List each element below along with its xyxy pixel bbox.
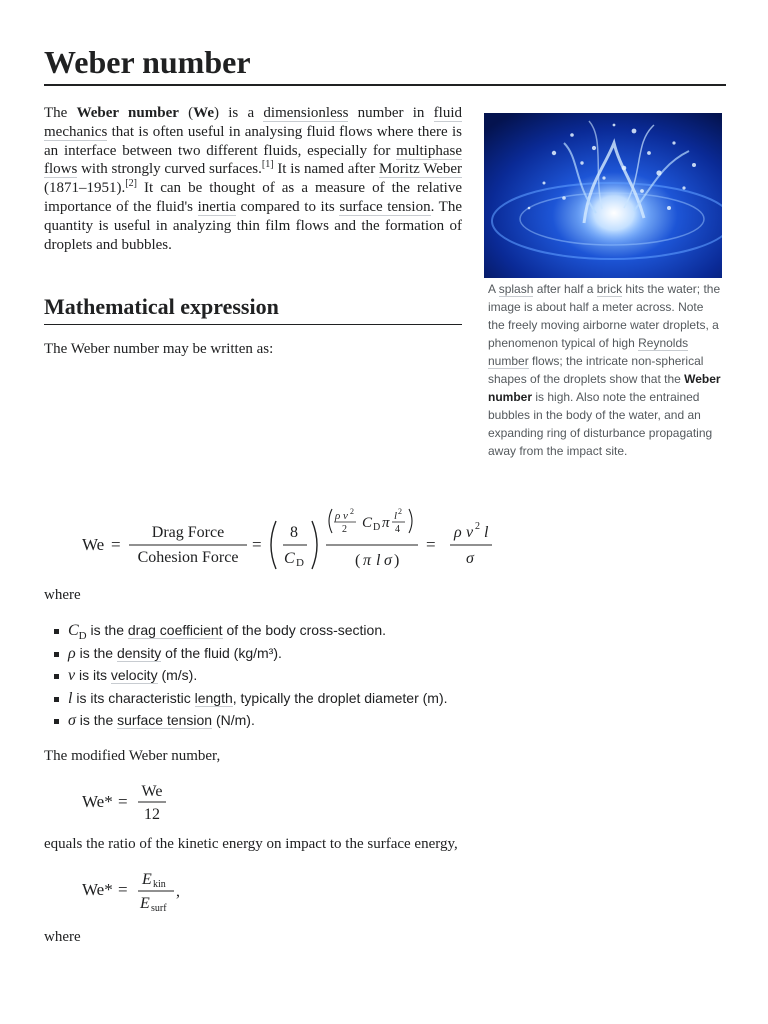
formula-eq-3: = [426, 535, 436, 554]
variable-list [44, 619, 448, 732]
formula-sigma-1: σ [384, 552, 392, 569]
formula-modified-weber-graphic [80, 778, 200, 826]
formula-mod-lhs: We* [82, 792, 113, 811]
formula-pi-2: π [363, 552, 372, 569]
link-surface-tension[interactable]: surface tension [339, 198, 431, 215]
link-inertia[interactable]: inertia [197, 198, 236, 215]
splash-image[interactable] [484, 113, 722, 278]
paragraph-modified-weber: The modified Weber number, [44, 748, 221, 764]
formula-l-exp: 2 [398, 507, 402, 516]
symbol-rho: ρ [68, 644, 76, 662]
list-item-length: l is its characteristic length, typically the droplet diameter (m). [44, 687, 448, 710]
formula-v-2: v [466, 524, 474, 541]
formula-energy-lhs: We* [82, 880, 113, 899]
link-moritz-weber[interactable]: Moritz Weber [378, 161, 463, 178]
formula-mod-num: We [141, 783, 163, 800]
list-item-density: ρ is the density of the fluid (kg/m³). [44, 642, 448, 665]
page-title: Weber number [44, 40, 726, 86]
link-fluid-mechanics[interactable]: fluid mechanics [44, 105, 462, 140]
term-we: We [193, 105, 214, 121]
term-weber-number: Weber number [76, 105, 179, 121]
formula-energy-num-sub: kin [153, 879, 166, 890]
link-reynolds-number[interactable]: Reynolds number [488, 336, 689, 368]
reference-1[interactable]: [1] [261, 159, 274, 171]
formula-rho-2: ρ [454, 524, 462, 541]
symbol-cd: $C_D$ [68, 622, 87, 643]
list-item-velocity: v is its velocity (m/s). [44, 664, 448, 687]
intro-paragraph: The Weber number (We) is a dimensionless number in fluid mechanics that is often useful in analysing fluid flows where there is an interface between two different fluids, especially for multiphase flows with strongly curved surfaces.[1] It is named after Moritz Weber (1871–1951).[2] It can be thought of as a measure of the relative importance of the fluid's inertia compared to its surface tension. The quantity is useful in analyzing thin film flows and the formation of droplets and bubbles. [44, 105, 463, 253]
link-drag-coefficient[interactable]: drag coefficient [127, 622, 223, 638]
formula-energy-den: E [140, 895, 150, 912]
formula-energy-ratio [80, 866, 210, 916]
symbol-v: v [68, 667, 76, 684]
formula-v-1: v [343, 510, 348, 522]
formula-rho-1: ρ [335, 510, 341, 522]
formula-cd: C [284, 550, 295, 567]
formula-eq-1: = [111, 535, 121, 554]
link-dimensionless[interactable]: dimensionless [263, 105, 349, 121]
reference-2[interactable]: [2] [125, 178, 137, 190]
paragraph-may-be-written: The Weber number may be written as: [44, 341, 274, 357]
link-brick[interactable]: brick [596, 282, 623, 296]
list-item-surface-tension: σ is the surface tension (N/m). [44, 709, 448, 732]
link-splash[interactable]: splash [498, 282, 534, 296]
formula-four: 4 [395, 524, 400, 535]
paragraph-equals-ratio: equals the ratio of the kinetic energy on impact to the surface energy, [44, 836, 458, 852]
formula-energy-num: E [142, 871, 152, 888]
figure-splash [484, 113, 722, 460]
formula-v-exp-2: 2 [475, 521, 480, 532]
formula-cd-2: C [362, 515, 373, 531]
figure-caption: A splash after half a brick hits the water; the image is about half a meter across. Note the freely moving airborne water droplets, a phenomenon typical of high Reynolds number flows; the intricate non-spherical shapes of the droplets show that the Weber number is high. Also note the entrained bubbles in the body of the water, and an expanding ring of disturbance propagating away from the impact site. [488, 282, 721, 458]
formula-energy-eq: = [118, 880, 128, 899]
formula-two-1: 2 [342, 524, 347, 535]
formula-pi-1: π [382, 515, 390, 531]
caption-bold-weber-number: Weber number [488, 372, 721, 404]
formula-v-exp-1: 2 [350, 507, 354, 516]
formula-eq-2: = [252, 535, 262, 554]
link-surface-tension-2[interactable]: surface tension [117, 712, 213, 728]
list-item-drag-coefficient: $C_D$ is the drag coefficient of the body cross-section. [44, 619, 448, 642]
formula-drag-force: Drag Force [151, 524, 225, 541]
paragraph-where-2: where [44, 929, 81, 945]
formula-energy-den-sub: surf [151, 903, 167, 914]
formula-paren-close: ) [394, 552, 400, 569]
formula-l-2: l [376, 552, 381, 569]
paragraph-where-1: where [44, 587, 81, 603]
formula-modified-weber [80, 778, 200, 826]
link-density[interactable]: density [116, 644, 162, 661]
formula-cd-sub-2: D [373, 522, 381, 533]
formula-we: We [82, 535, 105, 554]
formula-mod-den: 12 [144, 806, 160, 823]
formula-sigma-2: σ [466, 550, 474, 567]
section-heading-mathematical-expression: Mathematical expression [44, 293, 462, 325]
splash-photo-graphic [484, 113, 722, 278]
formula-eight: 8 [290, 524, 298, 541]
formula-paren-open: ( [355, 552, 361, 569]
link-multiphase-flows[interactable]: multiphase flows [44, 142, 462, 178]
formula-cohesion-force: Cohesion Force [137, 549, 239, 566]
symbol-sigma: σ [68, 712, 76, 729]
formula-mod-eq: = [118, 792, 128, 811]
formula-energy-ratio-graphic [80, 866, 210, 916]
symbol-l: l [68, 689, 73, 707]
formula-energy-comma: , [176, 883, 180, 900]
formula-weber-definition-graphic [80, 505, 500, 585]
formula-l-1: l [394, 510, 398, 522]
formula-l-3: l [484, 524, 489, 541]
link-length[interactable]: length [194, 689, 233, 706]
link-velocity[interactable]: velocity [110, 667, 158, 683]
formula-weber-definition [80, 505, 500, 585]
formula-cd-sub: D [296, 557, 304, 569]
